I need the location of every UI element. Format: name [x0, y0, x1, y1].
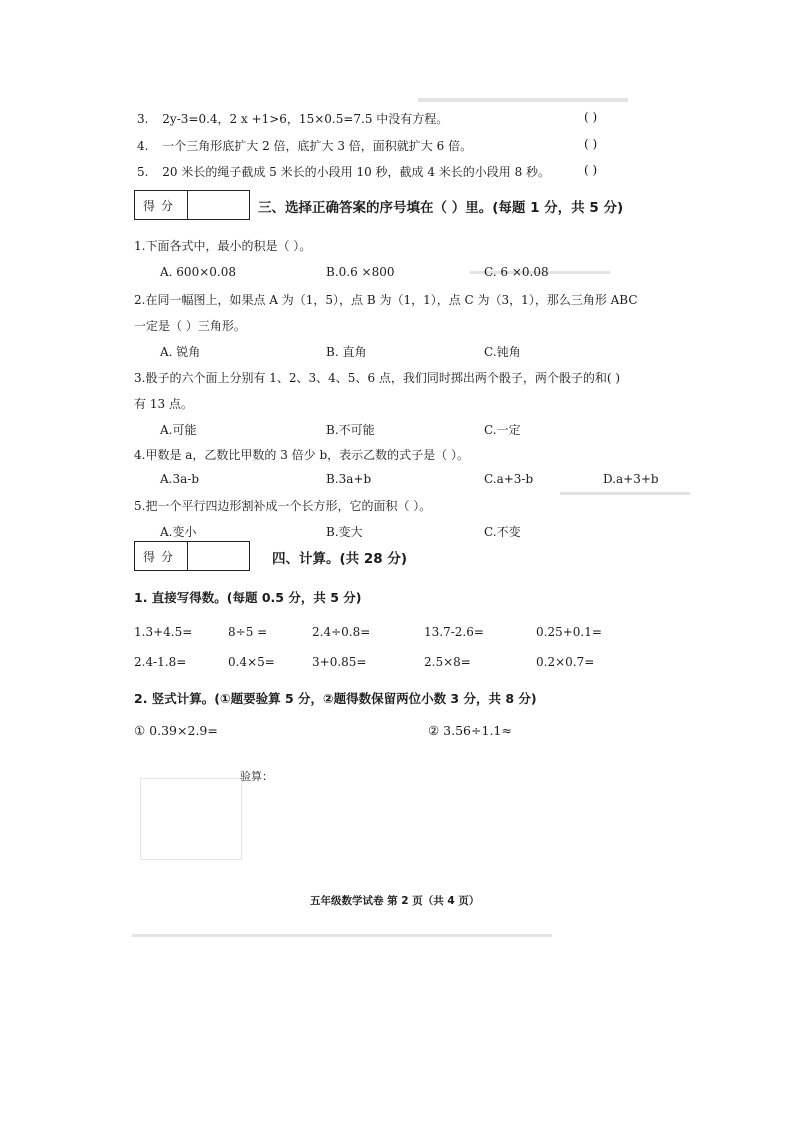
answer-paren[interactable]: ( ) [584, 163, 598, 177]
option-b[interactable]: B.3a+b [326, 472, 372, 486]
option-b[interactable]: B.0.6 ×800 [326, 265, 395, 279]
part-2-title: 2. 竖式计算。(①题要验算 5 分，②题得数保留两位小数 3 分，共 8 分) [134, 691, 537, 706]
option-a[interactable]: A.变小 [160, 525, 197, 539]
vertical-calc-2[interactable]: ② 3.56÷1.1≈ [428, 723, 512, 738]
page-footer: 五年级数学试卷 第 2 页（共 4 页） [310, 895, 480, 907]
option-a[interactable]: A. 锐角 [160, 345, 201, 359]
show-through-mark [418, 98, 628, 102]
show-through-mark [132, 934, 552, 937]
section-4-title: 四、计算。(共 28 分) [272, 551, 408, 567]
question-4-stem: 4.甲数是 a，乙数比甲数的 3 倍少 b，表示乙数的式子是（ ）。 [134, 448, 469, 462]
score-box [134, 190, 250, 220]
option-d[interactable]: D.a+3+b [603, 472, 659, 486]
option-a[interactable]: A.可能 [160, 423, 197, 437]
score-label: 得分 [135, 542, 188, 570]
score-field[interactable] [188, 191, 249, 219]
option-b[interactable]: B. 直角 [326, 345, 367, 359]
answer-paren[interactable]: ( ) [584, 137, 598, 151]
option-c[interactable]: C.a+3-b [484, 472, 534, 486]
score-box [134, 541, 250, 571]
option-c[interactable]: C.不变 [484, 525, 521, 539]
calc-item[interactable]: 2.4-1.8= [134, 655, 187, 669]
judge-item-4 [137, 137, 472, 154]
item-number: 5. [137, 165, 149, 179]
item-text: 一个三角形底扩大 2 倍，底扩大 3 倍，面积就扩大 6 倍。 [162, 139, 473, 153]
question-3-stem: 3.骰子的六个面上分别有 1、2、3、4、5、6 点，我们同时掷出两个骰子，两个骰子的和( ) [134, 371, 621, 385]
question-5-stem: 5.把一个平行四边形割补成一个长方形，它的面积（ ）。 [134, 499, 432, 513]
question-3-stem-cont: 有 13 点。 [134, 397, 193, 411]
option-a[interactable]: A.3a-b [160, 472, 200, 486]
calc-item[interactable]: 2.4÷0.8= [312, 625, 371, 639]
calc-item[interactable]: 8÷5 = [228, 625, 268, 639]
calc-item[interactable]: 0.4×5= [228, 655, 275, 669]
calc-item[interactable]: 1.3+4.5= [134, 625, 193, 639]
item-number: 3. [137, 112, 149, 126]
option-c[interactable]: C.一定 [484, 423, 521, 437]
part-1-title: 1. 直接写得数。(每题 0.5 分，共 5 分) [134, 590, 362, 605]
option-c[interactable]: C.钝角 [484, 345, 521, 359]
calc-item[interactable]: 3+0.85= [312, 655, 367, 669]
calc-item[interactable]: 2.5×8= [424, 655, 471, 669]
question-1-stem: 1.下面各式中，最小的积是（ ）。 [134, 239, 312, 253]
option-c[interactable]: C. 6 ×0.08 [484, 265, 549, 279]
section-3-title: 三、选择正确答案的序号填在（ ）里。(每题 1 分，共 5 分) [258, 200, 624, 216]
check-label: 验算： [240, 770, 273, 783]
question-2-stem-cont: 一定是（ ）三角形。 [134, 319, 246, 333]
show-through-mark [560, 492, 690, 495]
option-a[interactable]: A. 600×0.08 [160, 265, 236, 279]
calc-item[interactable]: 0.25+0.1= [536, 625, 602, 639]
item-text: 2y-3=0.4，2 x +1>6，15×0.5=7.5 中没有方程。 [162, 112, 449, 126]
score-field[interactable] [188, 542, 249, 570]
question-2-stem: 2.在同一幅图上，如果点 A 为（1，5），点 B 为（1，1），点 C 为（3，1），那么三角形 ABC [134, 293, 638, 307]
calc-item[interactable]: 0.2×0.7= [536, 655, 595, 669]
calc-item[interactable]: 13.7-2.6= [424, 625, 484, 639]
option-b[interactable]: B.变大 [326, 525, 363, 539]
score-label: 得分 [135, 191, 188, 219]
show-through-sketch [140, 778, 242, 860]
answer-paren[interactable]: ( ) [584, 110, 598, 124]
vertical-calc-1[interactable]: ① 0.39×2.9= [134, 723, 218, 738]
judge-item-5 [137, 163, 550, 180]
judge-item-3 [137, 110, 448, 127]
item-text: 20 米长的绳子截成 5 米长的小段用 10 秒，截成 4 米长的小段用 8 秒。 [162, 165, 551, 179]
item-number: 4. [137, 139, 149, 153]
option-b[interactable]: B.不可能 [326, 423, 375, 437]
